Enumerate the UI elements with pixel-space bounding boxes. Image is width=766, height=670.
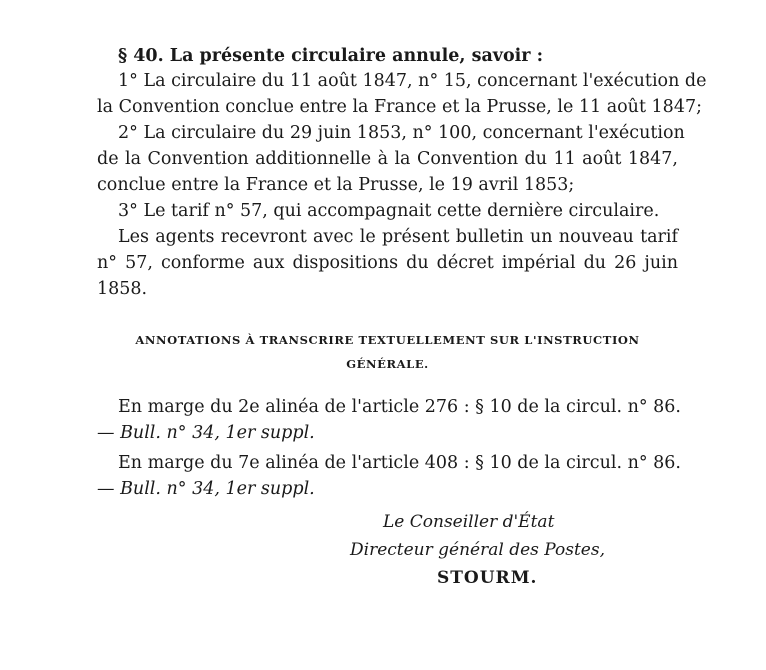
signature-title: Le Conseiller d'État [383, 512, 555, 532]
item-2-line-1: 2° La circulaire du 29 juin 1853, n° 100, concernant l'exécution [118, 123, 685, 143]
item-1-line-1: 1° La circulaire du 11 août 1847, n° 15, concernant l'exécution de [118, 71, 707, 91]
annotation-1-ref: — Bull. n° 34, 1er suppl. [97, 423, 315, 443]
signature-name: STOURM. [437, 568, 538, 588]
item-2-line-3: conclue entre la France et la Prusse, le 19 avril 1853; [97, 175, 575, 195]
notice-line-2: n° 57, conforme aux dispositions du décret impérial du 26 juin [97, 253, 678, 273]
annotation-1: En marge du 2e alinéa de l'article 276 : § 10 de la circul. n° 86. [118, 397, 681, 417]
signature-role: Directeur général des Postes, [350, 540, 605, 560]
notice-line-3: 1858. [97, 279, 148, 299]
item-2-line-2: de la Convention additionnelle à la Convention du 11 août 1847, [97, 149, 678, 169]
item-1-line-2: la Convention conclue entre la France et la Prusse, le 11 août 1847; [97, 97, 702, 117]
annotations-heading: ANNOTATIONS À TRANSCRIRE TEXTUELLEMENT SUR L'INSTRUCTION [135, 333, 640, 347]
item-3-line: 3° Le tarif n° 57, qui accompagnait cette dernière circulaire. [118, 201, 660, 221]
section-40-heading: § 40. La présente circulaire annule, savoir : [118, 46, 544, 66]
annotation-2: En marge du 7e alinéa de l'article 408 : § 10 de la circul. n° 86. [118, 453, 681, 473]
annotation-2-ref: — Bull. n° 34, 1er suppl. [97, 479, 315, 499]
annotations-heading-cont: GÉNÉRALE. [346, 357, 429, 371]
notice-line-1: Les agents recevront avec le présent bulletin un nouveau tarif [118, 227, 678, 247]
